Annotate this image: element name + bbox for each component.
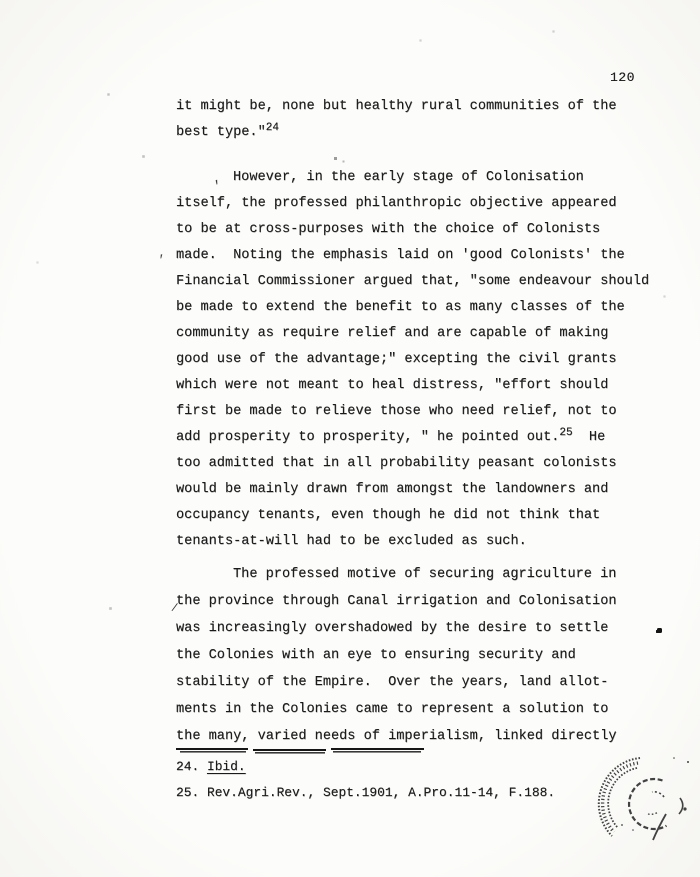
text-line: itself, the professed philanthropic objective appeared xyxy=(176,196,617,211)
footnote-text: Ibid. xyxy=(206,759,246,774)
footnote-number: 25. xyxy=(176,785,207,800)
text-line: stability of the Empire. Over the years, land allot- xyxy=(176,675,609,690)
footnote-reference: 25 xyxy=(559,426,573,439)
text-line: to be at cross-purposes with the choice of Colonists xyxy=(176,222,601,237)
ink-dot-mark xyxy=(657,628,662,633)
text-line: the province through Canal irrigation and Colonisation xyxy=(176,594,617,609)
body-paragraph-1 xyxy=(176,94,656,146)
body-paragraph-3 xyxy=(176,561,676,750)
text-line: the many, varied needs of imperialism, linked directly xyxy=(176,729,617,744)
text-line: made. Noting the emphasis laid on 'good Colonists' the xyxy=(176,248,625,263)
text-line: which were not meant to heal distress, "effort should xyxy=(176,378,609,393)
page-number: 120 xyxy=(610,70,635,85)
text-line: community as require relief and are capable of making xyxy=(176,326,609,341)
footnote-text: Rev.Agri.Rev., Sept.1901, A.Pro.11-14, F.188. xyxy=(206,785,556,800)
pencil-comma-icon: , xyxy=(156,245,167,261)
footnote-reference: 24 xyxy=(265,121,279,134)
text-line: the Colonies with an eye to ensuring security and xyxy=(176,648,576,663)
pencil-tick-icon: , xyxy=(208,170,223,187)
body-paragraph-2 xyxy=(176,165,676,555)
text-line: Financial Commissioner argued that, "some endeavour should xyxy=(176,274,650,289)
text-line: The professed motive of securing agriculture in xyxy=(233,567,617,582)
text-line: it might be, none but healthy rural communities of the xyxy=(176,99,617,114)
text-line: good use of the advantage;" excepting the civil grants xyxy=(176,352,617,367)
library-stamp-icon xyxy=(588,752,700,877)
footnote-number: 24. xyxy=(176,759,207,774)
text-line: too admitted that in all probability peasant colonists xyxy=(176,456,617,471)
text-line: ments in the Colonies came to represent a solution to xyxy=(176,702,609,717)
text-line: first be made to relieve those who need relief, not to xyxy=(176,404,617,419)
text-line: However, in the early stage of Colonisation xyxy=(233,170,584,185)
text-line: occupancy tenants, even though he did not think that xyxy=(176,508,601,523)
text-line: be made to extend the benefit to as many classes of the xyxy=(176,300,625,315)
footnote-item xyxy=(176,780,656,806)
text-line: would be mainly drawn from amongst the landowners and xyxy=(176,482,609,497)
text-line: best type."$^{24}$ xyxy=(176,121,279,140)
pencil-slash-icon: / xyxy=(170,602,179,616)
footnote-item xyxy=(176,754,656,780)
text-line: add prosperity to prosperity, " he pointed out.$^{25}$ He xyxy=(176,426,606,445)
footnotes xyxy=(176,754,656,806)
paper-dust-specks xyxy=(0,0,1,1)
text-line: was increasingly overshadowed by the desire to settle xyxy=(176,621,609,636)
text-line: tenants-at-will had to be excluded as such. xyxy=(176,534,527,549)
